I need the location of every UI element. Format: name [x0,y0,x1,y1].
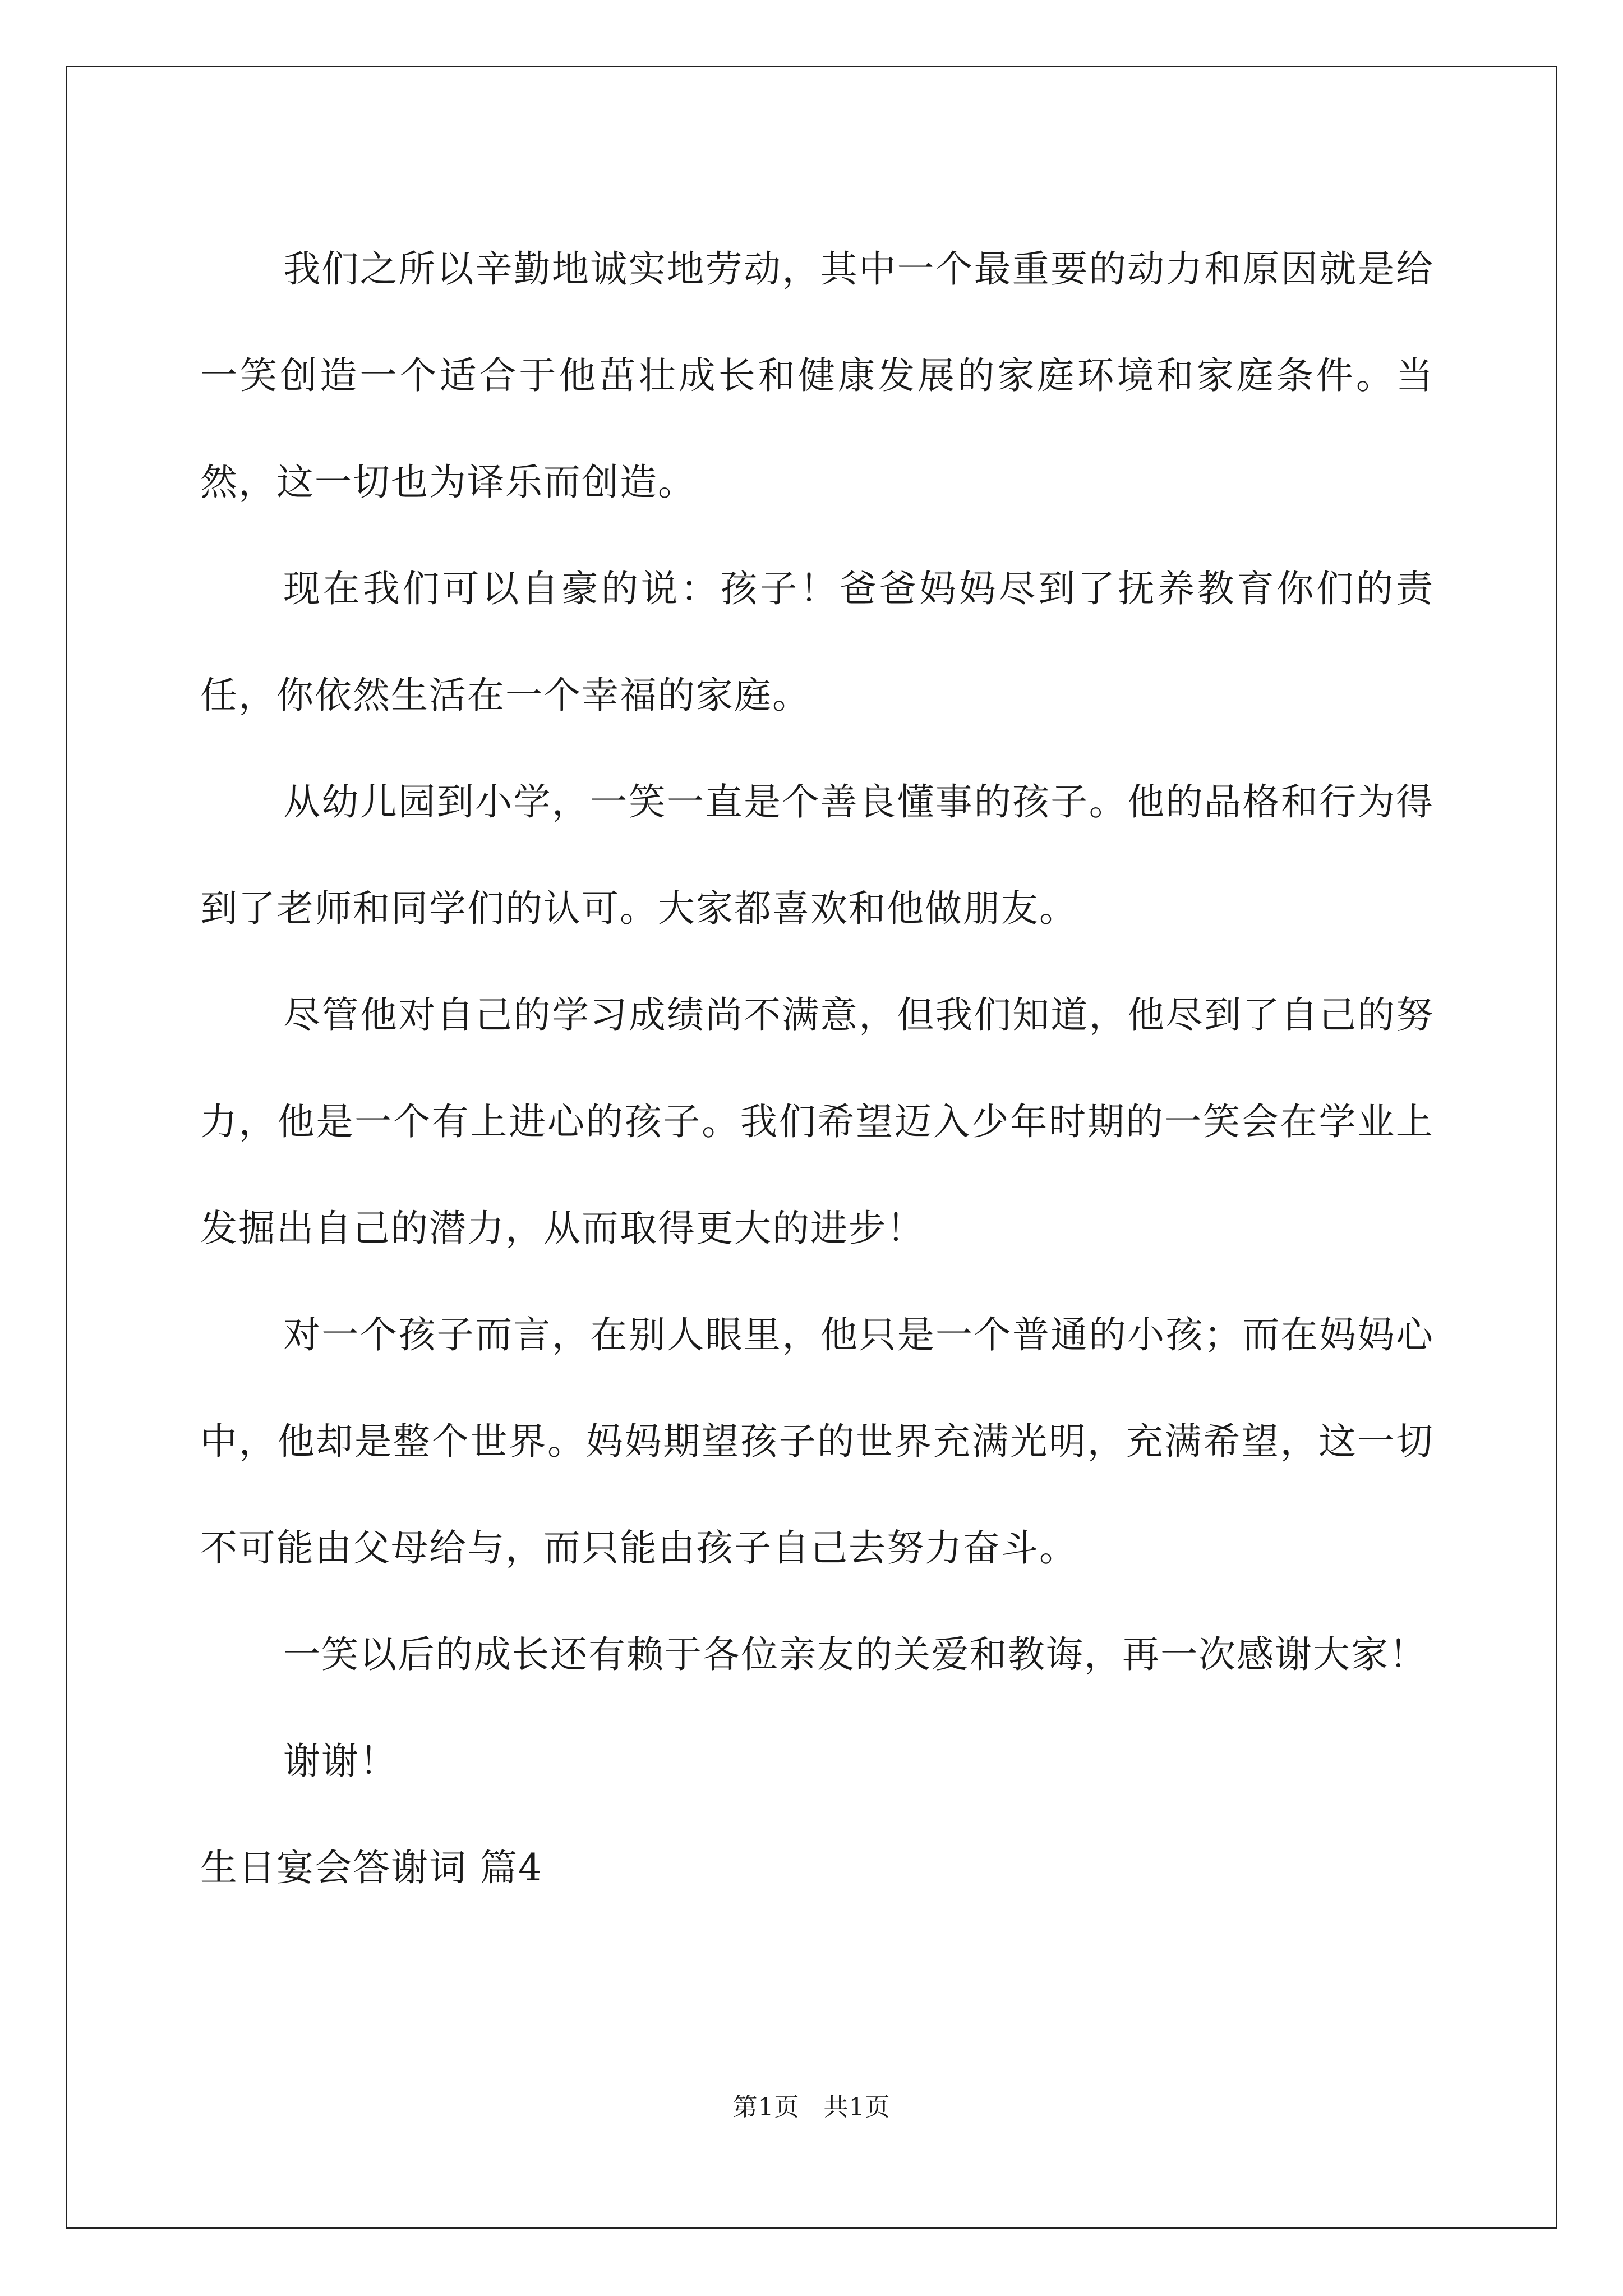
paragraph-6: 一笑以后的成长还有赖于各位亲友的关爱和教诲，再一次感谢大家！ [283,1633,1427,1676]
page-number-current: 第1页 [732,2093,800,2122]
page-number-total: 共1页 [823,2093,891,2122]
paragraph-5: 对一个孩子而言，在别人眼里，他只是一个普通的小孩；而在妈妈心中，他却是整个世界。妈妈期望孩子的世界充满光明，充满希望，这一切不可能由父母给与，而只能由孩子自己去努力奋斗。 [200,1313,1434,1570]
paragraph-2: 现在我们可以自豪的说：孩子！爸爸妈妈尽到了抚养教育你们的责任，你依然生活在一个幸福的家庭。 [200,567,1434,717]
paragraph-1: 我们之所以辛勤地诚实地劳动，其中一个最重要的动力和原因就是给一笑创造一个适合于他茁壮成长和健康发展的家庭环境和家庭条件。当然，这一切也为译乐而创造。 [200,247,1434,504]
paragraph-4: 尽管他对自己的学习成绩尚不满意，但我们知道，他尽到了自己的努力，他是一个有上进心的孩子。我们希望迈入少年时期的一笑会在学业上发掘出自己的潜力，从而取得更大的进步！ [200,993,1434,1250]
paragraph-7: 谢谢！ [283,1740,398,1783]
page-footer [0,2087,1623,2123]
document-body [200,216,1434,1921]
paragraph-3: 从幼儿园到小学，一笑一直是个善良懂事的孩子。他的品格和行为得到了老师和同学们的认可。大家都喜欢和他做朋友。 [200,780,1434,930]
section-title: 生日宴会答谢词 篇4 [200,1846,543,1889]
